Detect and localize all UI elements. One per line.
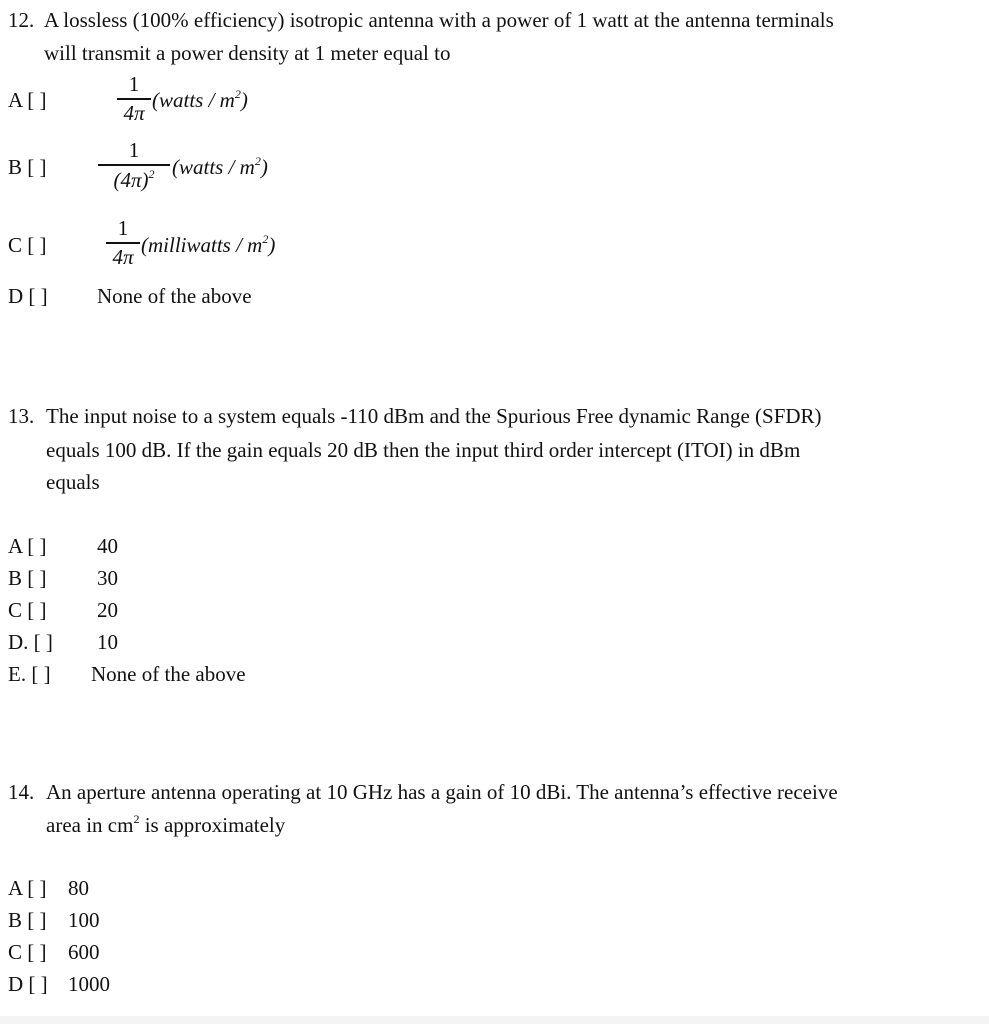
option-text: 20 [97,598,118,622]
page-bottom-edge [0,1016,989,1024]
option-text: 10 [97,630,118,654]
question-text-line: An aperture antenna operating at 10 GHz has a gain of 10 dBi. The antenna’s effective receive [46,780,838,804]
fraction-bar [106,242,140,244]
option-text: None of the above [91,662,246,686]
fraction-denominator: 4π [123,100,145,125]
option-text: 600 [68,940,100,964]
question-text-line: equals 100 dB. If the gain equals 20 dB then the input third order intercept (ITOI) in dBm [46,438,801,462]
question-number: 12. [8,8,35,32]
question-text-line: will transmit a power density at 1 meter equal to [44,41,451,65]
fraction-numerator: 1 [128,72,140,96]
question-number: 14. [8,780,35,804]
option-text: 40 [97,534,118,558]
fraction-numerator: 1 [128,138,140,162]
option-label[interactable]: B [ ] [8,566,47,590]
fraction [117,74,151,124]
option-label[interactable]: C [ ] [8,940,47,964]
fraction [98,140,170,191]
option-text: 1000 [68,972,110,996]
option-label[interactable]: A [ ] [8,88,47,112]
fraction-denominator: 4π [112,244,134,269]
unit-text: (milliwatts / $m^2$) [141,232,276,257]
unit-text: (watts / $m^2$) [152,87,248,112]
option-text: 30 [97,566,118,590]
fraction-denominator: $(4\pi)^2$ [113,166,155,192]
option-label[interactable]: D [ ] [8,284,48,308]
option-label[interactable]: C [ ] [8,598,47,622]
option-label[interactable]: D. [ ] [8,630,53,654]
unit-text: (watts / $m^2$) [172,154,268,179]
option-text: 100 [68,908,100,932]
option-label[interactable]: A [ ] [8,534,47,558]
question-text-line: A lossless (100% efficiency) isotropic antenna with a power of 1 watt at the antenna terminals [44,8,834,32]
option-label[interactable]: B [ ] [8,908,47,932]
fraction [106,218,140,268]
option-text: 80 [68,876,89,900]
option-label[interactable]: E. [ ] [8,662,51,686]
fraction-bar [117,98,151,100]
question-number: 13. [8,404,35,428]
fraction-numerator: 1 [117,216,129,240]
question-text-line: The input noise to a system equals -110 dBm and the Spurious Free dynamic Range (SFDR) [46,404,822,428]
option-label[interactable]: C [ ] [8,233,47,257]
question-text-line: area in $cm^2$ is approximately [46,812,286,837]
fraction-bar [98,164,170,166]
option-label[interactable]: A [ ] [8,876,47,900]
option-label[interactable]: B [ ] [8,155,47,179]
question-text-line: equals [46,470,100,494]
option-text: None of the above [97,284,252,308]
option-label[interactable]: D [ ] [8,972,48,996]
